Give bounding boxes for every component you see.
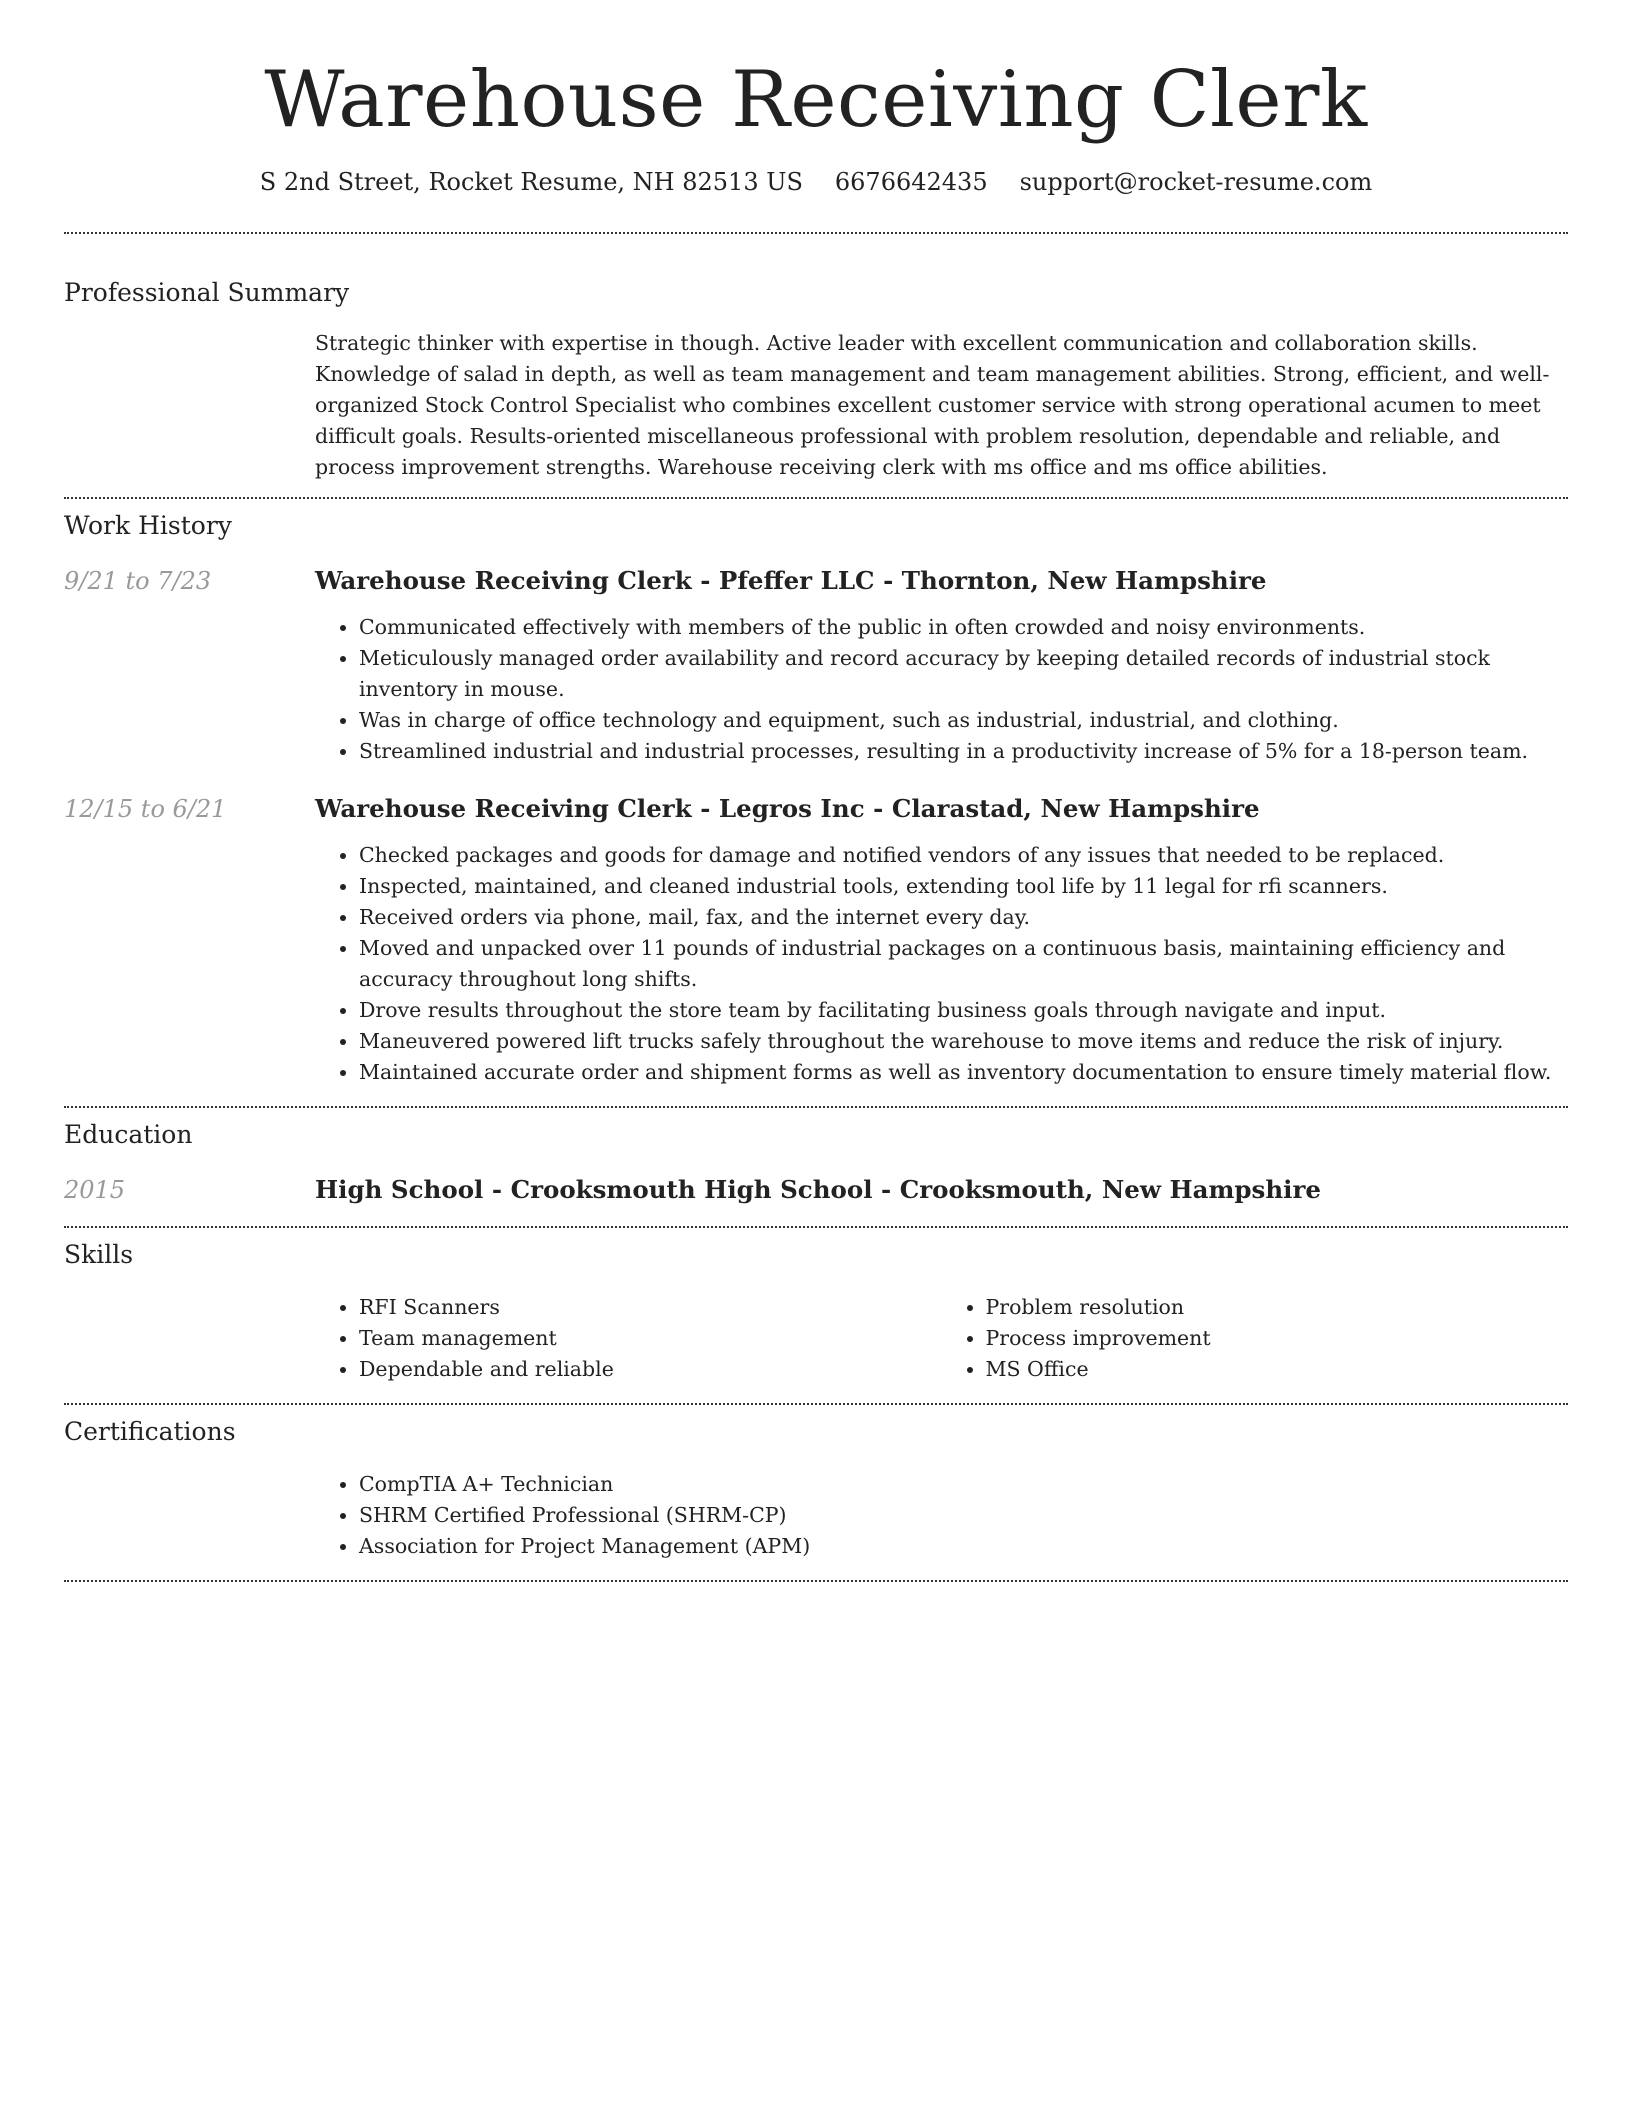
skill-item: • RFI Scanners [359, 1292, 942, 1323]
skill-item: • MS Office [986, 1354, 1569, 1385]
job-bullets [315, 612, 1568, 767]
job-bullet: • Checked packages and goods for damage and notified vendors of any issues that needed to be replaced. [359, 840, 1568, 871]
education-heading-line: High School - Crooksmouth High School - Crooksmouth, New Hampshire [315, 1175, 1321, 1204]
certification-item: • SHRM Certified Professional (SHRM-CP) [359, 1500, 1568, 1531]
section-divider [64, 1580, 1568, 1582]
job-bullet: • Meticulously managed order availability and record accuracy by keeping detailed records of industrial stock inventory in mouse. [359, 643, 1568, 705]
job-bullet: • Streamlined industrial and industrial processes, resulting in a productivity increase of 5% for a 18-person team. [359, 736, 1568, 767]
skill-item: • Problem resolution [986, 1292, 1569, 1323]
skills-section [64, 1228, 1568, 1385]
contact-email: support@rocket-resume.com [1019, 168, 1373, 196]
job-bullet: • Moved and unpacked over 11 pounds of industrial packages on a continuous basis, maintaining efficiency and accuracy throughout long shifts. [359, 933, 1568, 995]
education-year: 2015 [64, 1176, 126, 1204]
job-entry [64, 793, 1568, 1088]
job-bullet: • Was in charge of office technology and equipment, such as industrial, industrial, and clothing. [359, 705, 1568, 736]
education-entry [64, 1174, 1568, 1206]
job-bullet: • Inspected, maintained, and cleaned industrial tools, extending tool life by 11 legal for rfi scanners. [359, 871, 1568, 902]
contact-address: S 2nd Street, Rocket Resume, NH 82513 US [259, 168, 803, 196]
job-heading: Warehouse Receiving Clerk - Legros Inc - Clarastad, New Hampshire [315, 794, 1260, 823]
contact-line [64, 166, 1568, 198]
work-history-section [64, 499, 1568, 1088]
summary-section [64, 234, 1568, 483]
job-dates: 12/15 to 6/21 [64, 795, 227, 823]
job-bullets [315, 840, 1568, 1088]
job-bullet: • Drove results throughout the store team by facilitating business goals through navigate and input. [359, 995, 1568, 1026]
skills-heading: Skills [64, 1240, 134, 1269]
certifications-list [315, 1469, 1568, 1562]
certification-item: • Association for Project Management (APM) [359, 1531, 1568, 1562]
education-section [64, 1108, 1568, 1206]
work-history-heading: Work History [64, 511, 232, 540]
resume-header [64, 52, 1568, 198]
job-heading: Warehouse Receiving Clerk - Pfeffer LLC - Thornton, New Hampshire [315, 566, 1267, 595]
skill-item: • Dependable and reliable [359, 1354, 942, 1385]
job-bullet: • Communicated effectively with members of the public in often crowded and noisy environments. [359, 612, 1568, 643]
certifications-heading: Certifications [64, 1417, 236, 1446]
skill-item: • Team management [359, 1323, 942, 1354]
certifications-section [64, 1405, 1568, 1562]
skills-column-right [942, 1292, 1569, 1385]
job-bullet: • Maneuvered powered lift trucks safely throughout the warehouse to move items and reduce the risk of injury. [359, 1026, 1568, 1057]
education-heading: Education [64, 1120, 193, 1149]
skills-list [315, 1292, 1568, 1385]
job-bullet: • Maintained accurate order and shipment forms as well as inventory documentation to ensure timely material flow. [359, 1057, 1568, 1088]
skill-item: • Process improvement [986, 1323, 1569, 1354]
contact-phone: 6676642435 [834, 168, 988, 196]
job-bullet: • Received orders via phone, mail, fax, and the internet every day. [359, 902, 1568, 933]
candidate-name: Warehouse Receiving Clerk [264, 55, 1368, 145]
certification-item: • CompTIA A+ Technician [359, 1469, 1568, 1500]
job-entry [64, 565, 1568, 767]
summary-text: Strategic thinker with expertise in though. Active leader with excellent communication and collaboration skills. Knowledge of salad in depth, as well as team management and team management abilities. Strong, efficient, and well-organized Stock Control Specialist who combines excellent customer service with strong operational acumen to meet difficult goals. Results-oriented miscellaneous professional with problem resolution, dependable and reliable, and process improvement strengths. Warehouse receiving clerk with ms office and ms office abilities. [315, 331, 1550, 479]
summary-heading: Professional Summary [64, 278, 350, 307]
job-dates: 9/21 to 7/23 [64, 567, 212, 595]
skills-column-left [315, 1292, 942, 1385]
